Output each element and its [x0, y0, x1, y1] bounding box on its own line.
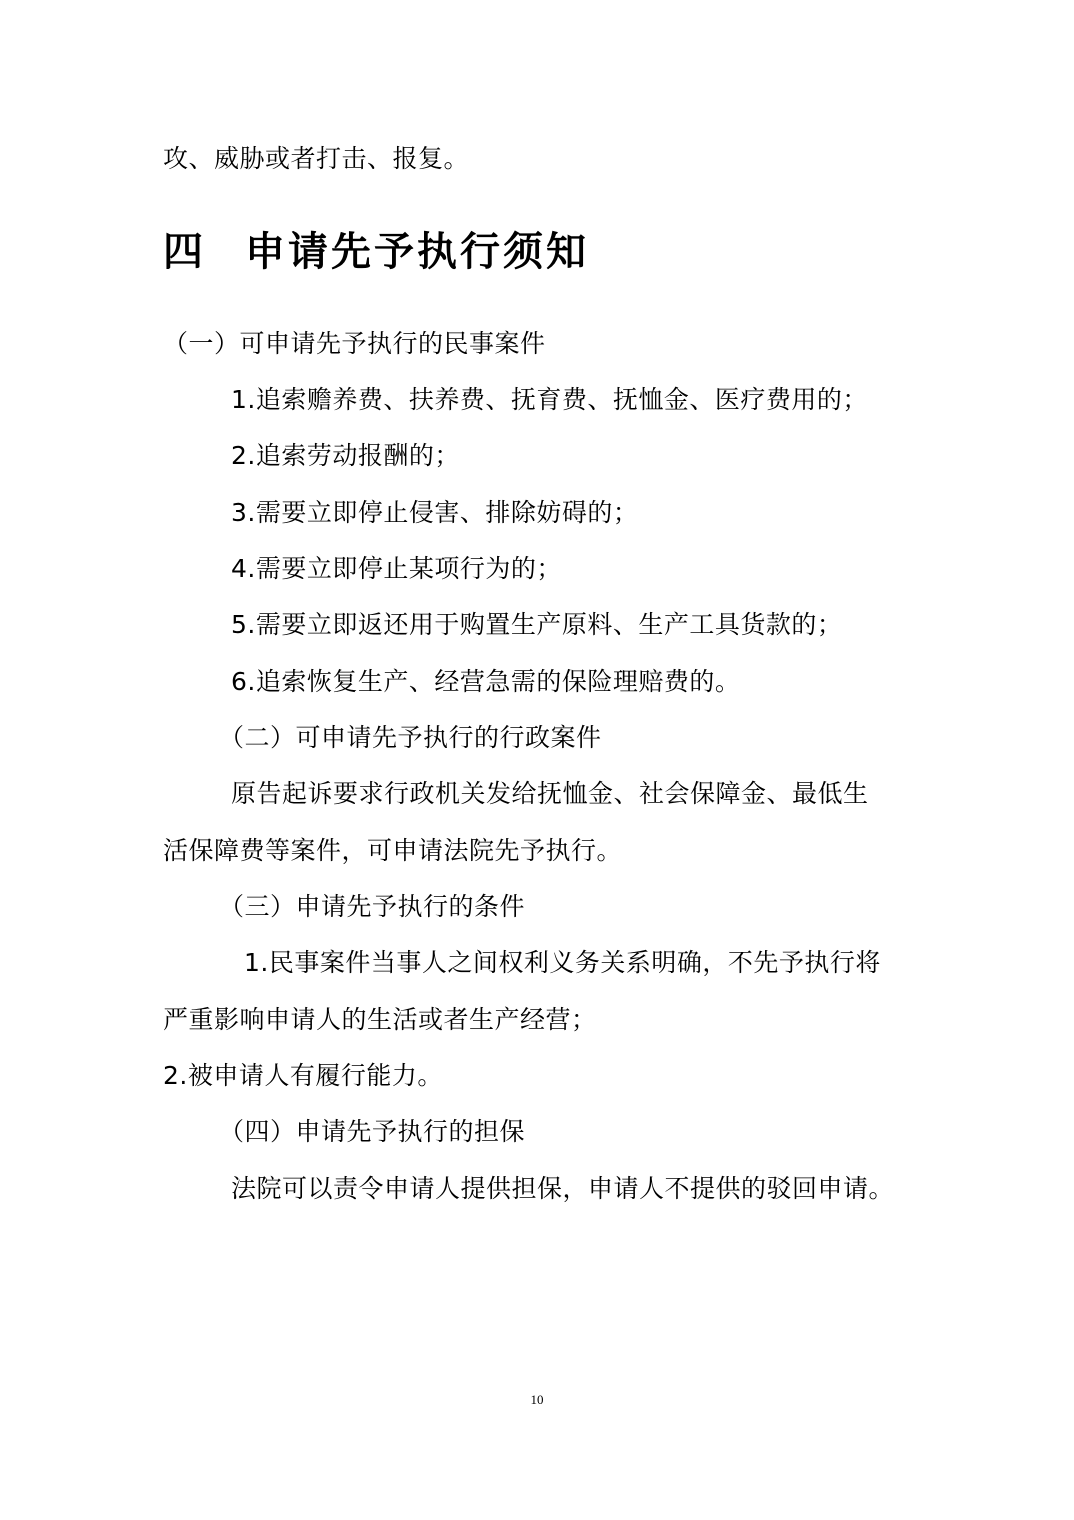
list-item-4: 4.需要立即停止某项行为的；: [231, 554, 562, 583]
list-item-5: 5.需要立即返还用于购置生产原料、生产工具货款的；: [231, 610, 843, 639]
paragraph-line: 2.被申请人有履行能力。: [163, 1061, 443, 1090]
paragraph-line: 法院可以责令申请人提供担保，申请人不提供的驳回申请。: [231, 1174, 895, 1203]
list-item-6: 6.追索恢复生产、经营急需的保险理赔费的。: [231, 667, 741, 696]
paragraph-line: 活保障费等案件，可申请法院先予执行。: [163, 836, 623, 865]
subsection-heading-4: （四）申请先予执行的担保: [219, 1117, 526, 1146]
paragraph-line: 原告起诉要求行政机关发给抚恤金、社会保障金、最低生: [231, 779, 869, 808]
paragraph-line: 1.民事案件当事人之间权利义务关系明确，不先予执行将: [244, 948, 881, 977]
section-heading: [163, 226, 589, 278]
subsection-heading-2: （二）可申请先予执行的行政案件: [219, 723, 602, 752]
subsection-heading-3: （三）申请先予执行的条件: [219, 892, 526, 921]
list-item-1: 1.追索赡养费、扶养费、抚育费、抚恤金、医疗费用的；: [231, 385, 868, 414]
section-number: 四: [163, 229, 206, 275]
paragraph-line: 严重影响申请人的生活或者生产经营；: [163, 1005, 597, 1034]
section-title: 申请先予执行须知: [245, 229, 589, 275]
list-item-2: 2.追索劳动报酬的；: [231, 441, 460, 470]
list-item-3: 3.需要立即停止侵害、排除妨碍的；: [231, 498, 639, 527]
subsection-heading-1: （一）可申请先予执行的民事案件: [163, 329, 546, 358]
continuation-text: 攻、威胁或者打击、报复。: [163, 144, 470, 173]
page-number: 10: [530, 1392, 544, 1407]
